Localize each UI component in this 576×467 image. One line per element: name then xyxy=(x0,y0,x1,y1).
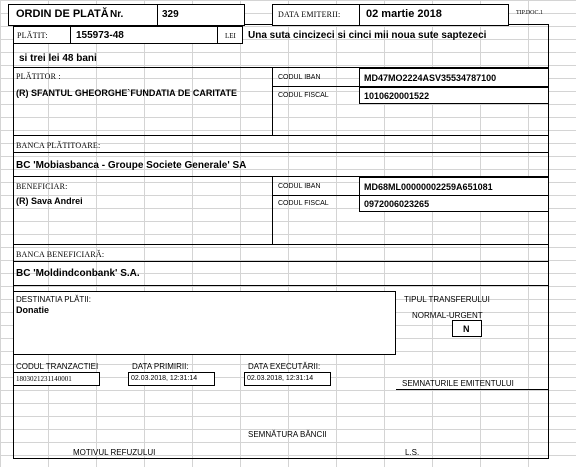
executed-date: 02.03.2018, 12:31:14 xyxy=(247,375,314,382)
tranz-code: 1803021231140001 xyxy=(16,375,72,383)
beneficiary-name: (R) Sava Andrei xyxy=(16,196,83,206)
received-date-label: DATA PRIMIRII: xyxy=(132,362,189,371)
payer-bank-line xyxy=(13,152,549,153)
number-label: Nr. xyxy=(110,9,124,20)
payer-divider xyxy=(272,67,273,135)
payer-label: PLĂTITOR : xyxy=(16,72,61,81)
beneficiary-iban-label: CODUL IBAN xyxy=(278,183,321,190)
bank-signature-label: SEMNĂTURA BĂNCII xyxy=(248,430,327,439)
amount-words-line2: si trei lei 48 bani xyxy=(19,53,97,64)
payer-bottom-line xyxy=(13,135,549,136)
payer-iban-label: CODUL IBAN xyxy=(278,74,321,81)
ls-label: L.S. xyxy=(405,448,420,457)
amount-label: PLĂTIT: xyxy=(17,31,48,40)
refusal-reason-label: MOTIVUL REFUZULUI xyxy=(73,448,156,457)
doc-type: TIP.DOC.1 xyxy=(516,10,544,16)
purpose-label: DESTINATIA PLĂTII: xyxy=(16,295,91,304)
transfer-type: NORMAL-URGENT xyxy=(412,311,483,320)
issuer-signature-label: SEMNATURILE EMITENTULUI xyxy=(402,379,514,388)
issuer-signature-line xyxy=(396,389,549,390)
payer-fiscal-label: CODUL FISCAL xyxy=(278,92,329,99)
beneficiary-bank-label: BANCA BENEFICIARĂ: xyxy=(16,250,105,259)
issue-date-value: 02 martie 2018 xyxy=(366,8,442,20)
payer-bank-name: BC 'Mobiasbanca - Groupe Societe Generale' SA xyxy=(16,160,247,171)
tranz-code-label: CODUL TRANZACTIEI xyxy=(16,362,99,371)
date-divider xyxy=(359,4,360,26)
transfer-type-label: TIPUL TRANSFERULUI xyxy=(404,295,490,304)
amount-value: 155973-48 xyxy=(76,30,124,41)
currency-label: LEI xyxy=(225,32,236,40)
amount-words-line1: Una suta cincizeci si cinci mii noua sute saptezeci xyxy=(248,30,487,41)
executed-date-label: DATA EXECUTĂRII: xyxy=(248,362,321,371)
order-number: 329 xyxy=(162,9,179,20)
form-title: ORDIN DE PLATĂ xyxy=(16,8,109,20)
payer-bank-label: BANCA PLĂTITOARE: xyxy=(16,141,101,150)
purpose-value: Donatie xyxy=(16,305,50,315)
beneficiary-fiscal: 0972006023265 xyxy=(364,199,430,209)
beneficiary-bank-bottom-line xyxy=(13,285,549,286)
transfer-value: N xyxy=(463,324,470,334)
payer-fiscal: 1010620001522 xyxy=(364,91,430,101)
beneficiary-divider xyxy=(272,176,273,244)
beneficiary-label: BENEFICIAR: xyxy=(16,182,68,191)
beneficiary-bank-name: BC 'Moldindconbank' S.A. xyxy=(16,268,140,279)
beneficiary-bottom-line xyxy=(13,244,549,245)
payer-name: (R) SFANTUL GHEORGHE`FUNDATIA DE CARITATE xyxy=(16,88,237,98)
beneficiary-iban: MD68ML00000002259A651081 xyxy=(364,182,493,192)
payer-iban: MD47MO2224ASV35534787100 xyxy=(364,73,497,83)
issue-date-label: DATA EMITERII: xyxy=(278,10,341,19)
received-date: 02.03.2018, 12:31:14 xyxy=(131,375,198,382)
beneficiary-fiscal-label: CODUL FISCAL xyxy=(278,200,329,207)
beneficiary-bank-line xyxy=(13,261,549,262)
